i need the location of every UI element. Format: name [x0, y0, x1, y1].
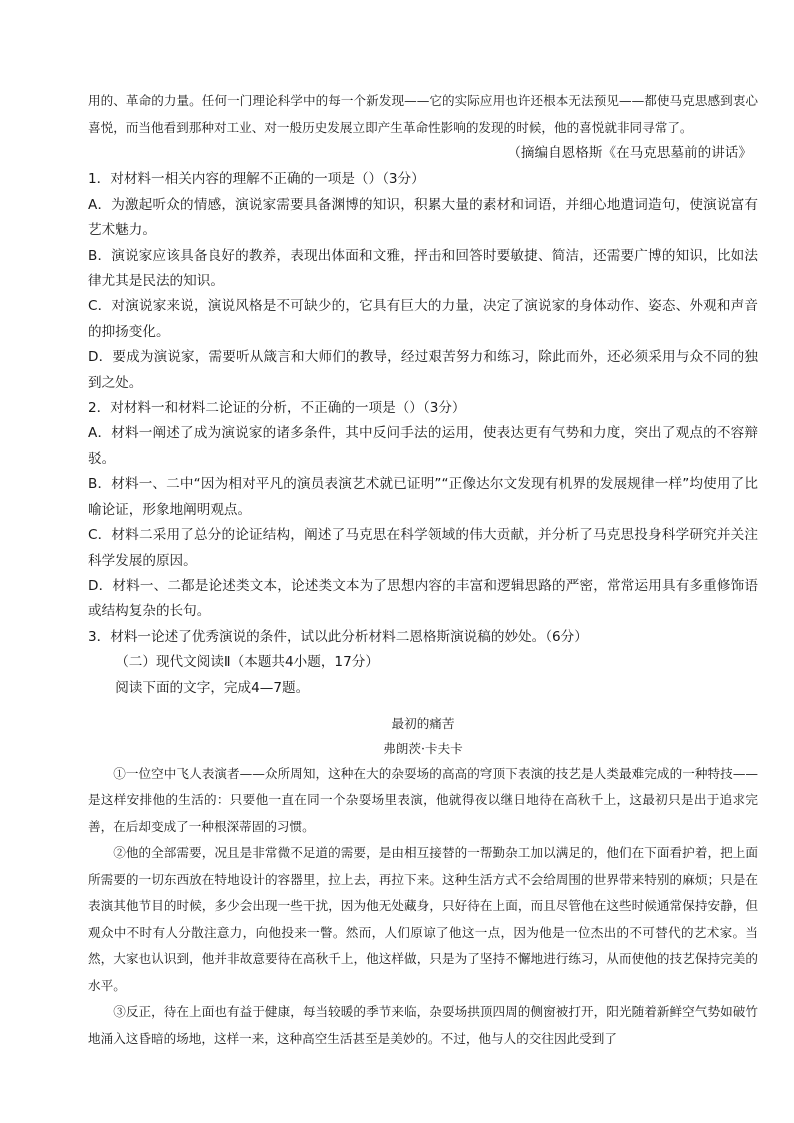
section-heading: （二）现代文阅读Ⅱ（本题共4小题，17分）: [115, 654, 379, 671]
question-3: 3．材料一论述了优秀演说的条件，试以此分析材料二恩格斯演说稿的妙处。（6分）: [88, 628, 588, 645]
question-2-option-c: C．材料二采用了总分的论证结构，阐述了马克思在科学领域的伟大贡献，并分析了马克思投身科学研究并关注科学发展的原因。: [88, 527, 758, 569]
question-2-option-a: A．材料一阐述了成为演说家的诸多条件，其中反问手法的运用，使表达更有气势和力度，突出了观点的不容辩驳。: [88, 425, 758, 467]
story-author: 弗朗茨·卡夫卡: [383, 740, 463, 756]
question-1-stem: 1．对材料一相关内容的理解不正确的一项是（）（3分）: [88, 171, 425, 188]
question-2: [88, 396, 758, 625]
question-2-stem: 2．对材料一和材料二论证的分析，不正确的一项是（）（3分）: [88, 400, 466, 417]
story-paragraph: ①一位空中飞人表演者——众所周知，这种在大的杂耍场的高高的穹顶下表演的技艺是人类最难完成的一种特技——是这样安排他的生活的：只要他一直在同一个杂耍场里表演，他就得夜以继日地待在高秋千上，这最初只是出于追求完善，在后却变成了一种根深蒂固的习惯。: [88, 765, 758, 834]
question-1-option-a: A．为激起听众的情感，演说家需要具备渊博的知识，积累大量的素材和词语，并细心地遣词造句，使演说富有艺术魅力。: [88, 196, 758, 239]
source-citation: （摘编自恩格斯《在马克思墓前的讲话》: [507, 145, 752, 161]
story-title: 最初的痛苦: [391, 715, 455, 731]
story-paragraph: ③反正，待在上面也有益于健康，每当较暖的季节来临，杂耍场拱顶四周的侧窗被打开，阳光随着新鲜空气势如破竹地涌入这昏暗的场地，这样一来，这种高空生活甚至是美妙的。不过，他与人的交往因此受到了: [88, 1004, 758, 1046]
story-paragraph: ②他的全部需要，况且是非常微不足道的需要，是由相互接替的一帮勤杂工加以满足的，他们在下面看护着，把上面所需要的一切东西放在特地设计的容器里，拉上去，再拉下来。这种生活方式不会给周围的世界带来特别的麻烦；只是在表演其他节目的时候，多少会出现一些干扰，因为他无处藏身，只好待在上面，而且尽管他在这些时候通常保持安静，但观众中不时有人分散注意力，向他投来一瞥。然而，人们原谅了他这一点，因为他是一位杰出的不可替代的艺术家。当然，大家也认识到，他并非故意要待在高秋千上，他这样做，只是为了坚持不懈地进行练习，从而使他的技艺保持完美的水平。: [88, 845, 758, 993]
question-1: [88, 167, 758, 396]
story: [88, 711, 758, 1053]
question-1-option-c: C．对演说家来说，演说风格是不可缺少的，它具有巨大的力量，决定了演说家的身体动作、姿态、外观和声音的抑扬变化。: [88, 298, 758, 340]
question-2-option-b: B．材料一、二中“因为相对平凡的演员表演艺术就已证明”“正像达尔文发现有机界的发展规律一样”均使用了比喻论证，形象地阐明观点。: [88, 476, 758, 518]
question-1-option-b: B．演说家应该具备良好的教养，表现出体面和文雅，抨击和回答时要敏捷、简洁，还需要广博的知识，比如法律尤其是民法的知识。: [88, 247, 758, 290]
question-2-option-d: D．材料一、二都是论述类文本，论述类文本为了思想内容的丰富和逻辑思路的严密，常常运用具有多重修饰语或结构复杂的长句。: [88, 577, 758, 620]
reading-instruction: 阅读下面的文字，完成4—7题。: [115, 679, 310, 696]
material2-tail-paragraph: 用的、革命的力量。任何一门理论科学中的每一个新发现——它的实际应用也许还根本无法预见——都使马克思感到衷心喜悦，而当他看到那种对工业、对一般历史发展立即产生革命性影响的发现的时候，他的喜悦就非同寻常了。: [88, 93, 758, 135]
question-1-option-d: D．要成为演说家，需要听从箴言和大师们的教导，经过艰苦努力和练习，除此而外，还必须采用与众不同的独到之处。: [88, 349, 758, 391]
